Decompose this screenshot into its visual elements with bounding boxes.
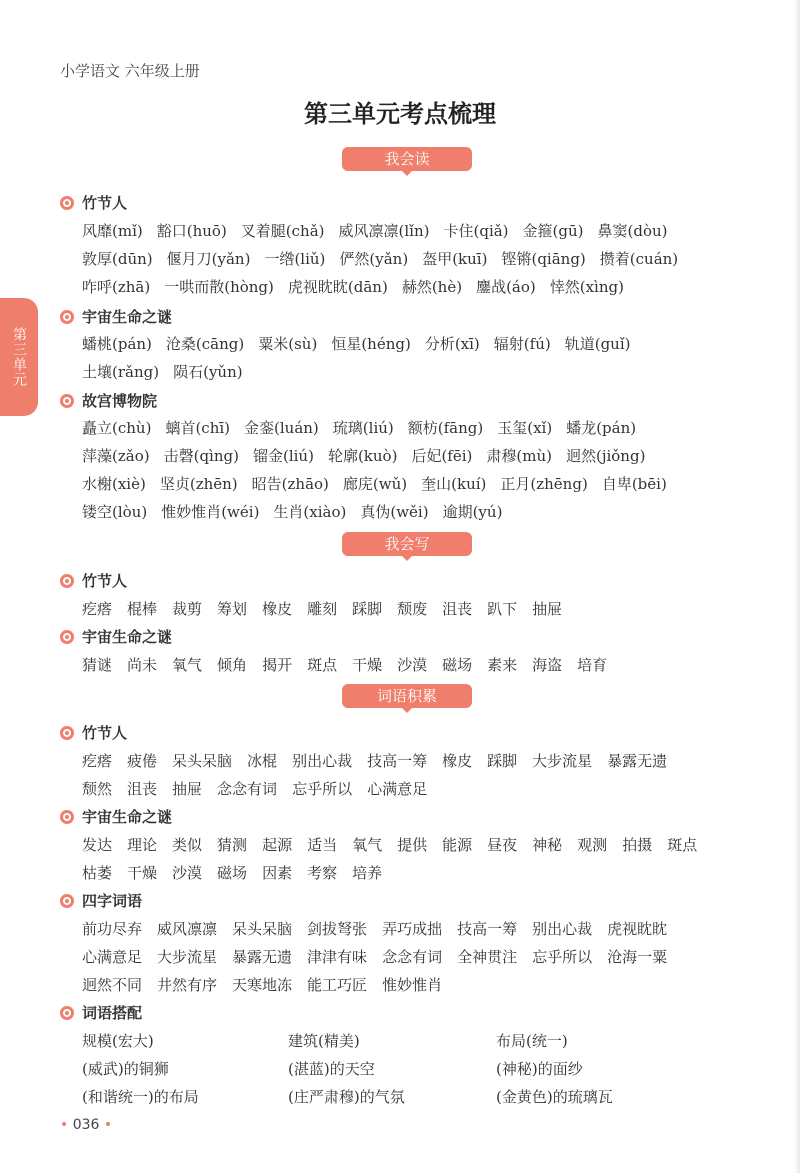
pinyin-item: 偃月刀(yǎn) [166, 250, 251, 268]
word-item: 别出心裁 [292, 752, 353, 770]
section-head-write-1 [60, 570, 127, 591]
word-item: 前功尽弃 [82, 920, 143, 938]
collocation-item: 建筑(精美) [288, 1032, 360, 1050]
pinyin-item: 镏金(liú) [252, 447, 314, 465]
pinyin-item: 生肖(xiào) [273, 503, 347, 521]
pinyin-item: 辐射(fú) [493, 335, 551, 353]
pinyin-item: 豁口(huō) [156, 222, 227, 240]
pinyin-item: 蟠龙(pán) [566, 419, 637, 437]
word-item: 沙漠 [397, 656, 428, 674]
pinyin-row [82, 276, 638, 297]
circle-bullet-icon [60, 394, 74, 408]
word-item: 素来 [487, 656, 518, 674]
word-item: 橡皮 [262, 600, 293, 618]
word-item: 井然有序 [157, 976, 218, 994]
section-title: 竹节人 [82, 724, 128, 742]
pinyin-item: 奎山(kuí) [421, 475, 487, 493]
page-number-text: 036 [72, 1117, 100, 1133]
pinyin-item: 一绺(liǔ) [264, 250, 326, 268]
word-row [82, 654, 622, 675]
word-item: 观测 [577, 836, 608, 854]
circle-bullet-icon [60, 810, 74, 824]
pinyin-row [82, 220, 682, 241]
word-item: 心满意足 [367, 780, 428, 798]
word-row [82, 778, 442, 799]
pinyin-item: 轮廓(kuò) [327, 447, 398, 465]
word-item: 冰棍 [247, 752, 278, 770]
word-item: 大步流星 [532, 752, 593, 770]
word-item: 沧海一粟 [607, 948, 668, 966]
pinyin-item: 琉璃(liú) [332, 419, 394, 437]
section-title: 宇宙生命之谜 [82, 808, 173, 826]
pinyin-item: 金箍(gū) [522, 222, 584, 240]
word-item: 心满意足 [82, 948, 143, 966]
pinyin-item: 水榭(xiè) [82, 475, 146, 493]
word-item: 威风凛凛 [157, 920, 218, 938]
pinyin-item: 沧桑(cāng) [165, 335, 245, 353]
section-title: 词语搭配 [82, 1004, 143, 1022]
word-item: 疙瘩 [82, 600, 113, 618]
word-item: 神秘 [532, 836, 563, 854]
pinyin-item: 铿锵(qiāng) [501, 250, 586, 268]
pinyin-item: 坚贞(zhēn) [159, 475, 238, 493]
page-title: 第三单元考点梳理 [304, 100, 496, 128]
pinyin-item: 萍藻(zǎo) [82, 447, 150, 465]
word-item: 别出心裁 [532, 920, 593, 938]
word-item: 呆头呆脑 [172, 752, 233, 770]
pinyin-item: 悻然(xìng) [549, 278, 624, 296]
word-row [82, 974, 457, 995]
word-item: 揭开 [262, 656, 293, 674]
word-item: 倾角 [217, 656, 248, 674]
word-item: 裁剪 [172, 600, 203, 618]
word-item: 技高一筹 [367, 752, 428, 770]
word-item: 颓废 [397, 600, 428, 618]
pinyin-item: 正月(zhēng) [500, 475, 588, 493]
section-title: 宇宙生命之谜 [82, 308, 173, 326]
word-item: 技高一筹 [457, 920, 518, 938]
section-head-read-2 [60, 306, 172, 327]
word-item: 培养 [352, 864, 383, 882]
word-item: 呆头呆脑 [232, 920, 293, 938]
word-item: 趴下 [487, 600, 518, 618]
word-item: 剑拔弩张 [307, 920, 368, 938]
circle-bullet-icon [60, 310, 74, 324]
circle-bullet-icon [60, 196, 74, 210]
book-header: 小学语文 六年级上册 [60, 62, 200, 80]
pinyin-item: 盔甲(kuī) [422, 250, 488, 268]
circle-bullet-icon [60, 574, 74, 588]
word-item: 氧气 [172, 656, 203, 674]
word-item: 培育 [577, 656, 608, 674]
word-row [82, 834, 712, 855]
word-item: 筹划 [217, 600, 248, 618]
pinyin-item: 粟米(sù) [258, 335, 318, 353]
pinyin-row [82, 445, 659, 466]
pinyin-item: 赫然(hè) [401, 278, 463, 296]
word-item: 发达 [82, 836, 113, 854]
unit-side-tab [0, 298, 38, 416]
pinyin-item: 廊庑(wǔ) [342, 475, 408, 493]
word-item: 津津有味 [307, 948, 368, 966]
word-item: 起源 [262, 836, 293, 854]
word-item: 能工巧匠 [307, 976, 368, 994]
collocation-item: 规模(宏大) [82, 1032, 154, 1050]
word-item: 惟妙惟肖 [382, 976, 443, 994]
word-item: 橡皮 [442, 752, 473, 770]
section-title: 竹节人 [82, 194, 128, 212]
pinyin-row [82, 473, 681, 494]
collocation-item: (金黄色)的琉璃瓦 [496, 1088, 613, 1106]
collocation-item: 布局(统一) [496, 1032, 568, 1050]
pinyin-item: 螭首(chī) [165, 419, 231, 437]
pinyin-row [82, 501, 516, 522]
pinyin-row [82, 333, 644, 354]
word-item: 虎视眈眈 [607, 920, 668, 938]
word-item: 枯萎 [82, 864, 113, 882]
word-item: 颓然 [82, 780, 113, 798]
section-head-vocab-1 [60, 722, 127, 743]
unit-side-tab-label: 第三单元 [11, 327, 27, 387]
word-item: 干燥 [127, 864, 158, 882]
word-item: 念念有词 [382, 948, 443, 966]
word-item: 踩脚 [352, 600, 383, 618]
section-head-vocab-4 [60, 1002, 142, 1023]
section-head-read-1 [60, 192, 127, 213]
pinyin-item: 矗立(chù) [82, 419, 152, 437]
word-item: 类似 [172, 836, 203, 854]
pinyin-item: 叉着腿(chǎ) [240, 222, 325, 240]
section-title: 宇宙生命之谜 [82, 628, 173, 646]
word-item: 理论 [127, 836, 158, 854]
pinyin-item: 咋呼(zhā) [82, 278, 151, 296]
word-item: 沙漠 [172, 864, 203, 882]
section-head-write-2 [60, 626, 172, 647]
section-head-vocab-3 [60, 890, 142, 911]
word-item: 抽屉 [532, 600, 563, 618]
word-item: 迥然不同 [82, 976, 143, 994]
collocation-item: (和谐统一)的布局 [82, 1088, 199, 1106]
word-item: 忘乎所以 [292, 780, 353, 798]
page-number [60, 1117, 112, 1133]
pinyin-item: 昭告(zhāo) [251, 475, 329, 493]
word-item: 天寒地冻 [232, 976, 293, 994]
pinyin-item: 俨然(yǎn) [339, 250, 409, 268]
circle-bullet-icon [60, 1006, 74, 1020]
word-row [82, 862, 397, 883]
section-title: 竹节人 [82, 572, 128, 590]
badge-read: 我会读 [342, 147, 472, 171]
word-item: 昼夜 [487, 836, 518, 854]
pinyin-item: 真伪(wěi) [360, 503, 429, 521]
word-item: 忘乎所以 [532, 948, 593, 966]
collocation-item: (威武)的铜狮 [82, 1060, 169, 1078]
pinyin-item: 自卑(bēi) [601, 475, 667, 493]
pinyin-item: 镂空(lòu) [82, 503, 148, 521]
word-item: 疙瘩 [82, 752, 113, 770]
word-item: 斑点 [667, 836, 698, 854]
pinyin-item: 虎视眈眈(dān) [287, 278, 388, 296]
word-item: 疲倦 [127, 752, 158, 770]
word-item: 沮丧 [127, 780, 158, 798]
word-item: 大步流星 [157, 948, 218, 966]
pinyin-row [82, 417, 650, 438]
pinyin-item: 击磬(qìng) [163, 447, 239, 465]
word-item: 念念有词 [217, 780, 278, 798]
pinyin-item: 肃穆(mù) [486, 447, 552, 465]
word-item: 氧气 [352, 836, 383, 854]
word-item: 磁场 [217, 864, 248, 882]
word-item: 干燥 [352, 656, 383, 674]
section-title: 四字词语 [82, 892, 143, 910]
pinyin-item: 攒着(cuán) [599, 250, 679, 268]
word-item: 磁场 [442, 656, 473, 674]
word-item: 尚未 [127, 656, 158, 674]
collocation-item: (庄严肃穆)的气氛 [288, 1088, 405, 1106]
circle-bullet-icon [60, 726, 74, 740]
word-row [82, 598, 577, 619]
pinyin-item: 威风凛凛(lǐn) [338, 222, 430, 240]
word-item: 踩脚 [487, 752, 518, 770]
word-item: 考察 [307, 864, 338, 882]
pinyin-item: 金銮(luán) [244, 419, 319, 437]
pinyin-item: 鏖战(áo) [476, 278, 536, 296]
section-title: 故宫博物院 [82, 392, 158, 410]
word-item: 适当 [307, 836, 338, 854]
collocation-item: (湛蓝)的天空 [288, 1060, 375, 1078]
pinyin-item: 土壤(rǎng) [82, 363, 160, 381]
word-item: 全神贯注 [457, 948, 518, 966]
pinyin-item: 迥然(jiǒng) [565, 447, 646, 465]
pinyin-item: 卡住(qiǎ) [443, 222, 509, 240]
pinyin-item: 逾期(yú) [442, 503, 503, 521]
section-head-read-3 [60, 390, 157, 411]
pinyin-item: 敦厚(dūn) [82, 250, 153, 268]
circle-bullet-icon [60, 630, 74, 644]
pinyin-item: 一哄而散(hòng) [164, 278, 274, 296]
collocation-item: (神秘)的面纱 [496, 1060, 583, 1078]
badge-write: 我会写 [342, 532, 472, 556]
word-item: 暴露无遗 [607, 752, 668, 770]
word-item: 暴露无遗 [232, 948, 293, 966]
dot-icon: • [103, 1117, 113, 1133]
word-item: 猜测 [217, 836, 248, 854]
page-edge-shadow [794, 0, 800, 1173]
pinyin-item: 后妃(fēi) [411, 447, 473, 465]
word-item: 抽屉 [172, 780, 203, 798]
word-item: 弄巧成拙 [382, 920, 443, 938]
word-item: 拍摄 [622, 836, 653, 854]
word-item: 猜谜 [82, 656, 113, 674]
word-item: 海盗 [532, 656, 563, 674]
word-item: 斑点 [307, 656, 338, 674]
section-head-vocab-2 [60, 806, 172, 827]
word-item: 棍棒 [127, 600, 158, 618]
word-row [82, 946, 682, 967]
word-item: 雕刻 [307, 600, 338, 618]
pinyin-item: 风靡(mǐ) [82, 222, 143, 240]
pinyin-row [82, 361, 257, 382]
badge-vocab: 词语积累 [342, 684, 472, 708]
pinyin-item: 轨道(guǐ) [564, 335, 631, 353]
circle-bullet-icon [60, 894, 74, 908]
word-item: 因素 [262, 864, 293, 882]
pinyin-item: 鼻窦(dòu) [597, 222, 668, 240]
pinyin-item: 玉玺(xǐ) [497, 419, 553, 437]
pinyin-item: 蟠桃(pán) [82, 335, 152, 353]
word-item: 提供 [397, 836, 428, 854]
word-row [82, 750, 682, 771]
word-row [82, 918, 682, 939]
dot-icon: • [60, 1117, 69, 1133]
pinyin-item: 恒星(héng) [331, 335, 411, 353]
pinyin-item: 额枋(fāng) [407, 419, 484, 437]
pinyin-item: 分析(xī) [424, 335, 480, 353]
pinyin-item: 惟妙惟肖(wéi) [161, 503, 260, 521]
pinyin-item: 陨石(yǔn) [173, 363, 243, 381]
pinyin-row [82, 248, 692, 269]
word-item: 能源 [442, 836, 473, 854]
word-item: 沮丧 [442, 600, 473, 618]
